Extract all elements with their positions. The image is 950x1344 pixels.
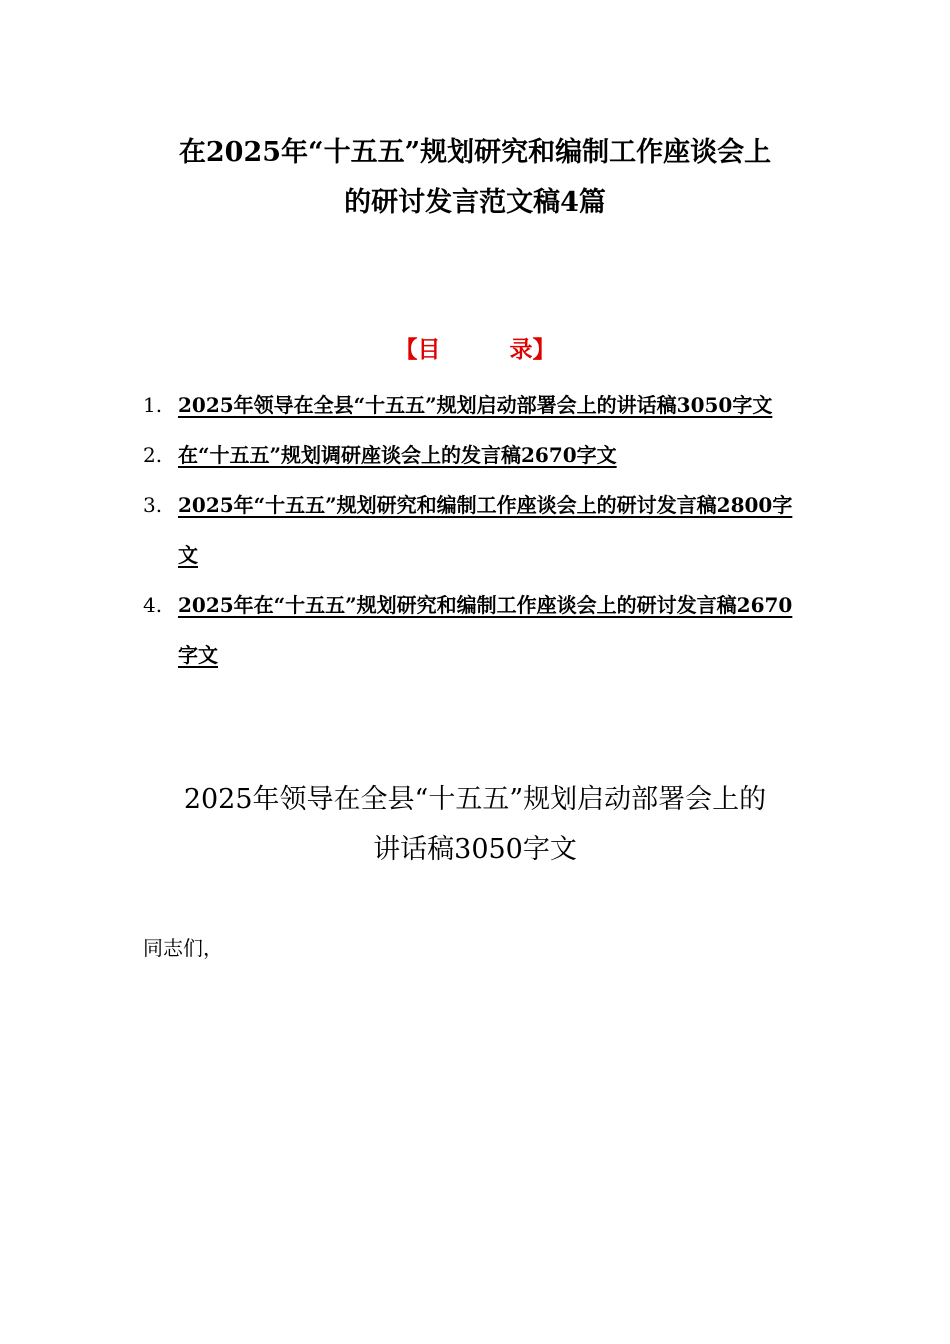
toc-link-3[interactable]: 2025年“十五五”规划研究和编制工作座谈会上的研讨发言稿2800字文 — [178, 493, 793, 567]
toc-item-2 — [143, 430, 803, 480]
toc-item-number: 2. — [143, 443, 163, 467]
toc-item-3 — [143, 480, 803, 580]
toc-link-4[interactable]: 2025年在“十五五”规划研究和编制工作座谈会上的研讨发言稿2670字文 — [178, 593, 793, 667]
section-title-line-1: 2025年领导在全县“十五五”规划启动部署会上的 — [183, 784, 767, 815]
section-title — [100, 775, 850, 875]
document-title — [100, 128, 850, 228]
greeting-paragraph: 同志们， — [143, 936, 223, 960]
document-title-line-1: 在2025年“十五五”规划研究和编制工作座谈会上 — [178, 137, 772, 168]
toc-item-number: 3. — [143, 493, 163, 517]
document-title-line-2: 的研讨发言范文稿4篇 — [344, 187, 606, 218]
toc-heading: 【目 录】 — [394, 336, 556, 363]
toc-link-1[interactable]: 2025年领导在全县“十五五”规划启动部署会上的讲话稿3050字文 — [178, 393, 773, 417]
toc-item-4 — [143, 580, 803, 680]
toc-item-1 — [143, 380, 803, 430]
table-of-contents — [143, 380, 803, 680]
toc-item-number: 1. — [143, 393, 163, 417]
toc-item-number: 4. — [143, 593, 163, 617]
section-title-line-2: 讲话稿3050字文 — [373, 834, 577, 865]
toc-link-2[interactable]: 在“十五五”规划调研座谈会上的发言稿2670字文 — [178, 443, 617, 467]
